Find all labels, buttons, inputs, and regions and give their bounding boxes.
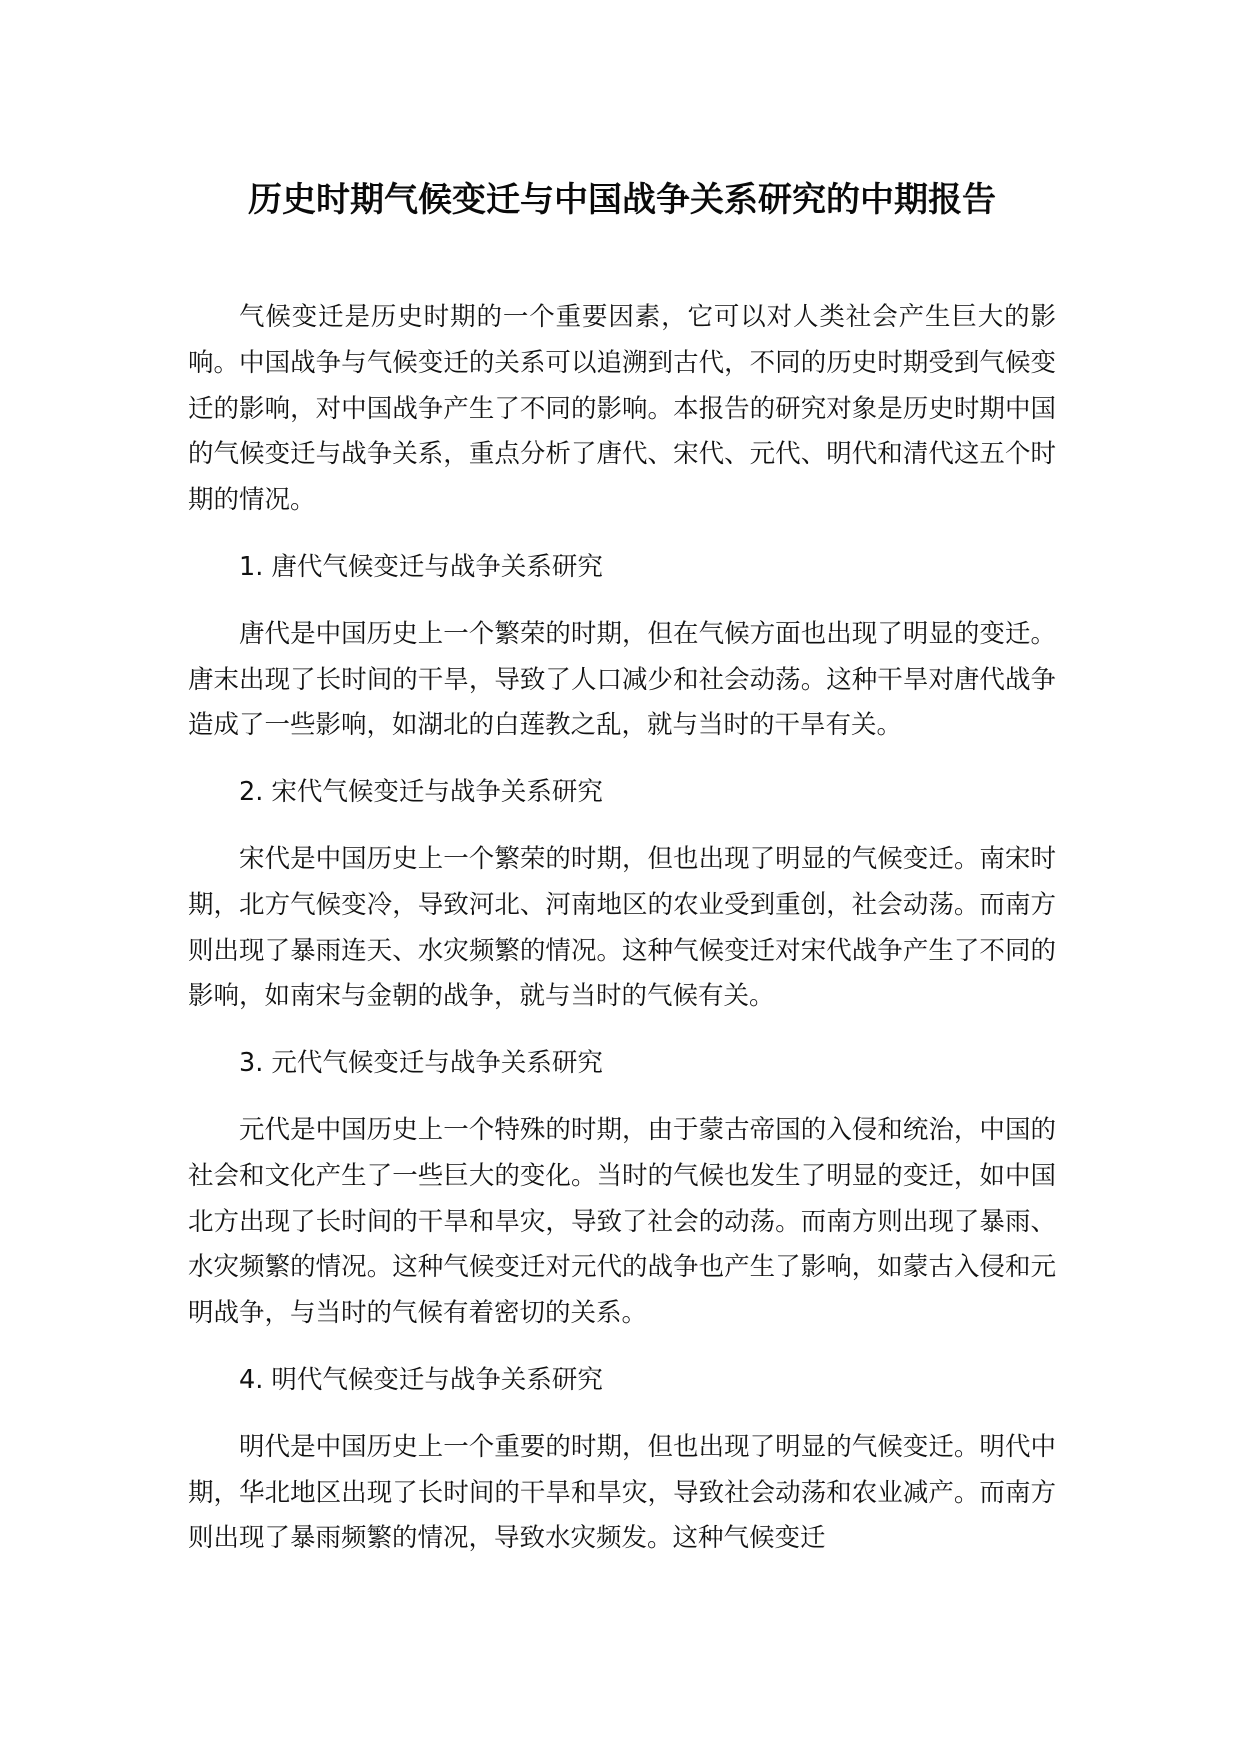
section-body-song: 宋代是中国历史上一个繁荣的时期，但也出现了明显的气候变迁。南宋时期，北方气候变冷，导致河北、河南地区的农业受到重创，社会动荡。而南方则出现了暴雨连天、水灾频繁的情况。这种气候变迁对宋代战争产生了不同的影响，如南宋与金朝的战争，就与当时的气候有关。 — [188, 843, 1056, 1012]
section-heading-tang: 1. 唐代气候变迁与战争关系研究 — [239, 551, 603, 582]
section-heading-song: 2. 宋代气候变迁与战争关系研究 — [239, 777, 603, 808]
document-title: 历史时期气候变迁与中国战争关系研究的中期报告 — [248, 180, 996, 220]
section-body-ming: 明代是中国历史上一个重要的时期，但也出现了明显的气候变迁。明代中期，华北地区出现了长时间的干旱和旱灾，导致社会动荡和农业减产。而南方则出现了暴雨频繁的情况，导致水灾频发。这种气候变迁 — [188, 1431, 1056, 1554]
section-body-yuan: 元代是中国历史上一个特殊的时期，由于蒙古帝国的入侵和统治，中国的社会和文化产生了一些巨大的变化。当时的气候也发生了明显的变迁，如中国北方出现了长时间的干旱和旱灾，导致了社会的动荡。而南方则出现了暴雨、水灾频繁的情况。这种气候变迁对元代的战争也产生了影响，如蒙古入侵和元明战争，与当时的气候有着密切的关系。 — [188, 1114, 1056, 1329]
section-heading-yuan: 3. 元代气候变迁与战争关系研究 — [239, 1048, 603, 1079]
section-body-tang: 唐代是中国历史上一个繁荣的时期，但在气候方面也出现了明显的变迁。唐末出现了长时间的干旱，导致了人口减少和社会动荡。这种干旱对唐代战争造成了一些影响，如湖北的白莲教之乱，就与当时的干旱有关。 — [188, 618, 1056, 741]
document-body — [188, 295, 1056, 1583]
section-heading-ming: 4. 明代气候变迁与战争关系研究 — [239, 1364, 603, 1395]
intro-paragraph: 气候变迁是历史时期的一个重要因素，它可以对人类社会产生巨大的影响。中国战争与气候变迁的关系可以追溯到古代，不同的历史时期受到气候变迁的影响，对中国战争产生了不同的影响。本报告的研究对象是历史时期中国的气候变迁与战争关系，重点分析了唐代、宋代、元代、明代和清代这五个时期的情况。 — [188, 302, 1056, 516]
document-page — [188, 0, 1056, 1754]
